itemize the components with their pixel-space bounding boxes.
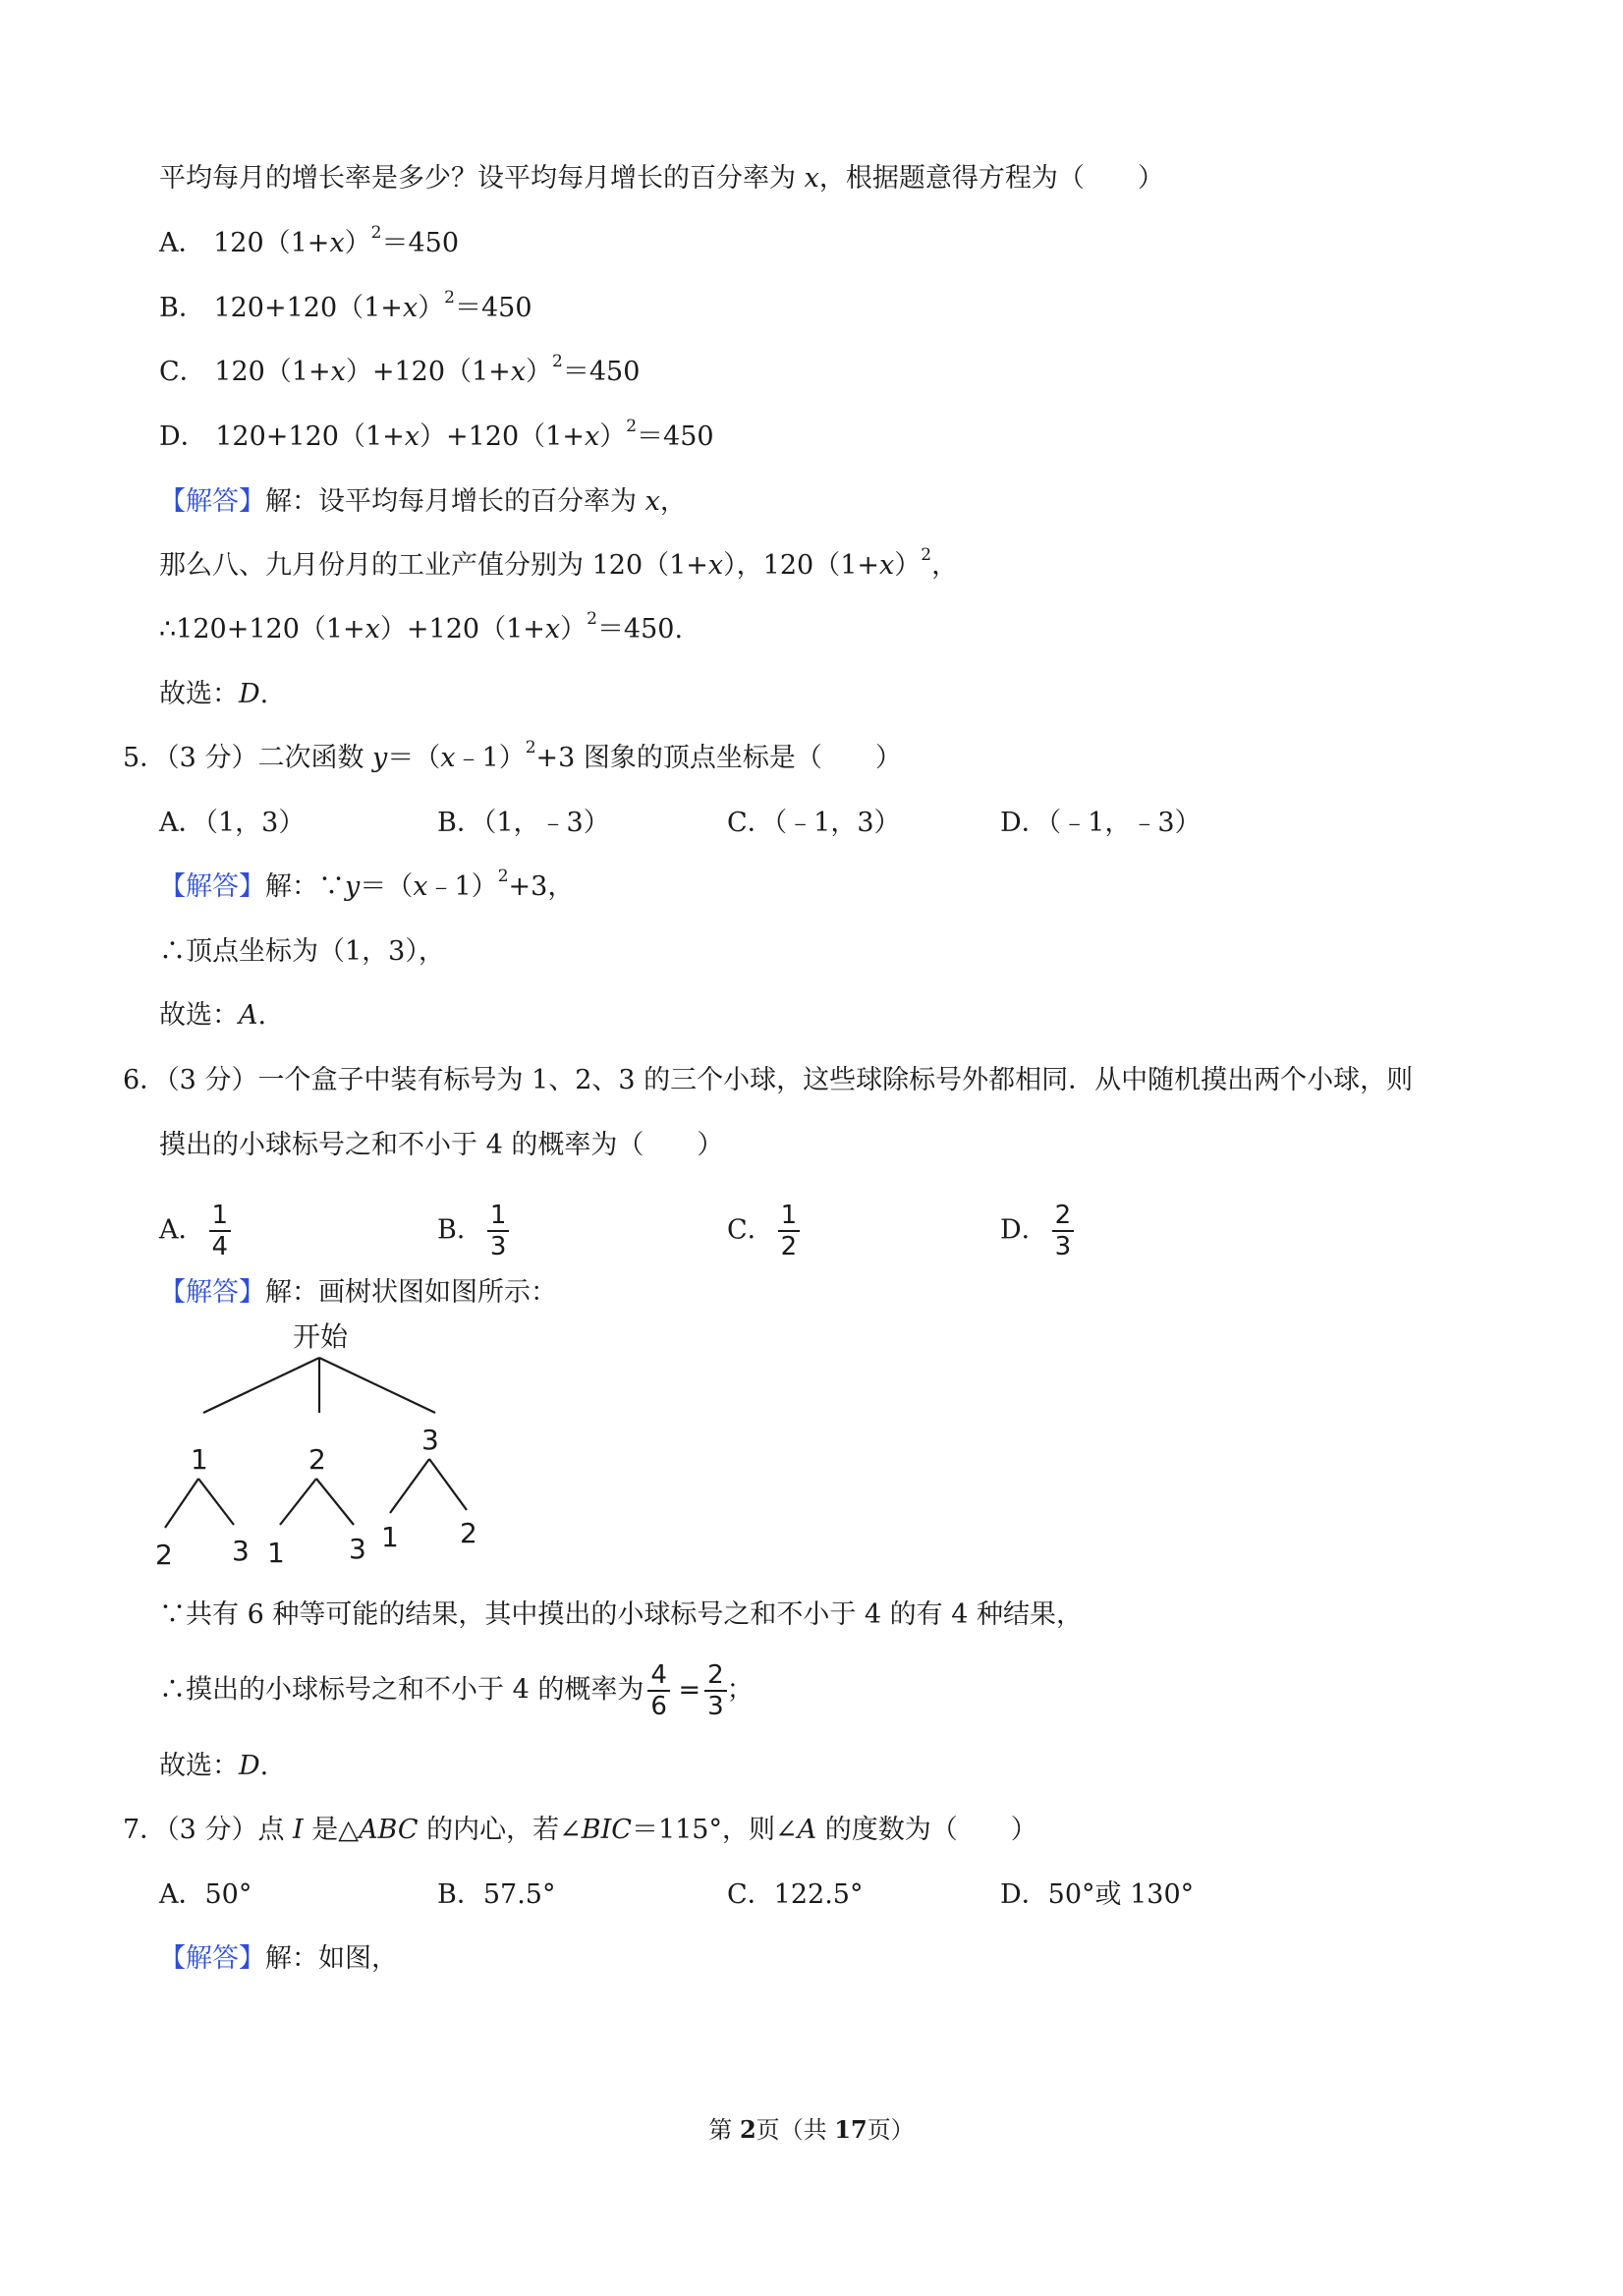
answer-label: 【解答】: [159, 1277, 265, 1308]
q4-stem-text: 平均每月的增长率是多少？设平均每月增长的百分率为: [159, 163, 805, 194]
q7-option-c: C．122.5°: [727, 1879, 864, 1910]
tree-diagram: [147, 1316, 491, 1582]
tree-node-l1: 1: [191, 1443, 208, 1476]
q6-stem-line-2: 摸出的小球标号之和不小于 4 的概率为（ ）: [159, 1130, 724, 1160]
fraction: $\frac{1}{2}$: [778, 1201, 801, 1261]
q4-choice: 故选：D.: [159, 679, 269, 709]
page-number: 2: [739, 2115, 756, 2144]
q5-option-d: D．（﹣1，﹣3）: [1000, 808, 1202, 838]
page-total: 17: [834, 2115, 867, 2144]
q7-stem: 7．（3 分）点 I 是△ABC 的内心，若∠BIC＝115°，则∠A 的度数为（ ）: [123, 1815, 1037, 1845]
q4-option-b: B． $120+120(1+x)^2=450$: [159, 288, 532, 323]
q5-option-a: A．（1，3）: [159, 808, 306, 838]
tree-edge: [390, 1459, 429, 1513]
q4-option-d: D． $120+120(1+x)+120(1+x)^2=450$: [159, 417, 714, 452]
tree-node-l2: 3: [349, 1533, 366, 1565]
fraction: $\frac{2}{3}$: [704, 1660, 727, 1721]
q6-option-a: A． $\frac{1}{4}$: [159, 1201, 231, 1261]
q7-options: [159, 1876, 1436, 1934]
fraction: $\frac{1}{4}$: [209, 1201, 232, 1261]
q6-options: [159, 1191, 1436, 1260]
q5-answer-line-1: 【解答】解：∵y＝（x﹣1）$^2$+3，: [159, 867, 575, 902]
q5-choice: 故选：A.: [159, 1000, 267, 1031]
fraction: $\frac{1}{3}$: [487, 1201, 510, 1261]
tree-edge: [165, 1479, 198, 1528]
q6-answer-line-3: ∴摸出的小球标号之和不小于 4 的概率为 $\frac{4}{6}$ = $\frac{2}{3}$ ；: [159, 1660, 754, 1721]
q7-option-d: D．50°或 130°: [1000, 1879, 1195, 1910]
q5-answer-line-2: ∴顶点坐标为（1，3），: [159, 936, 445, 967]
q4-answer-line-2: 那么八、九月份月的工业产值分别为 120（1+x），$120(1+x)^2$，: [159, 545, 959, 581]
q5-option-b: B．（1，﹣3）: [437, 808, 610, 838]
q4-answer-line-3: $\therefore 120+120(1+x)+120(1+x)^2=450$.: [159, 609, 684, 644]
q4-stem-tail: [159, 159, 1164, 198]
answer-label: 【解答】: [159, 486, 265, 517]
q4-option-a: A． $120(1+x)^2=450$: [159, 223, 460, 258]
q4-stem-text-end: ，根据题意得方程为（ ）: [818, 163, 1164, 194]
q7-option-a: A．50°: [159, 1879, 252, 1910]
q4-option-c: C． $120(1+x)+120(1+x)^2=450$: [159, 352, 641, 387]
tree-edge: [429, 1459, 467, 1510]
page-footer: 第 2页（共 17页）: [708, 2115, 915, 2144]
tree-root: 开始: [293, 1320, 349, 1353]
q5-option-c: C．（﹣1，3）: [727, 808, 901, 838]
q6-stem-line-1: 6．（3 分）一个盒子中装有标号为 1、2、3 的三个小球，这些球除标号外都相同．从中随机摸出两个小球，则: [123, 1065, 1414, 1095]
tree-edge: [203, 1358, 319, 1413]
tree-edge: [316, 1479, 354, 1525]
tree-node-l2: 1: [381, 1521, 399, 1553]
tree-node-l1: 3: [421, 1424, 439, 1456]
tree-node-l2: 2: [460, 1517, 477, 1549]
q7-answer-line-1: 【解答】解：如图，: [159, 1943, 398, 1974]
answer-label: 【解答】: [159, 871, 265, 902]
tree-node-l2: 2: [155, 1539, 173, 1571]
q6-option-b: B． $\frac{1}{3}$: [437, 1201, 509, 1261]
tree-node-l2: 3: [232, 1535, 250, 1567]
q5-stem: 5．（3 分）二次函数 y＝（x﹣1）$^2$+3 图象的顶点坐标是（ ）: [123, 738, 902, 773]
answer-label: 【解答】: [159, 1943, 265, 1974]
fraction: $\frac{4}{6}$: [647, 1660, 670, 1721]
tree-edge: [198, 1479, 234, 1525]
tree-node-l2: 1: [267, 1537, 285, 1569]
q6-answer-line-2: ∵共有 6 种等可能的结果，其中摸出的小球标号之和不小于 4 的有 4 种结果，: [159, 1599, 1084, 1630]
tree-node-l1: 2: [308, 1443, 326, 1476]
q5-options: [159, 804, 1436, 863]
q6-choice: 故选：D.: [159, 1751, 269, 1781]
fraction: $\frac{2}{3}$: [1052, 1201, 1075, 1261]
q6-option-d: D． $\frac{2}{3}$: [1000, 1201, 1074, 1261]
q4-answer-line-1: 【解答】解：设平均每月增长的百分率为 x，: [159, 486, 687, 517]
q6-option-c: C． $\frac{1}{2}$: [727, 1201, 800, 1261]
q4-var: x: [804, 163, 819, 194]
tree-edge: [280, 1479, 316, 1525]
tree-edge: [319, 1358, 435, 1413]
q7-option-b: B．57.5°: [437, 1879, 556, 1910]
q6-answer-line-1: 【解答】解：画树状图如图所示：: [159, 1277, 557, 1308]
